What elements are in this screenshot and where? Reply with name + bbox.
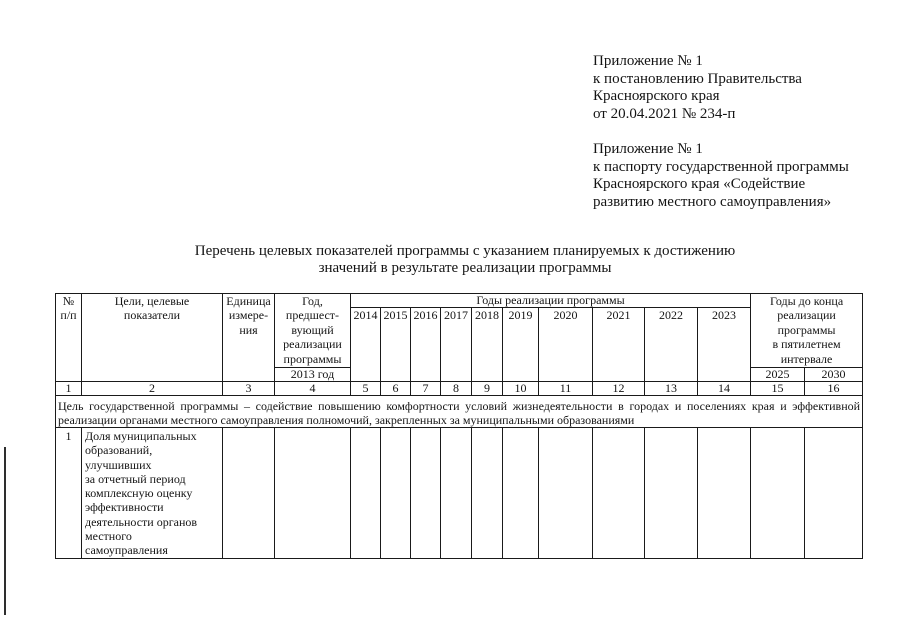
header-year-2022: 2022 bbox=[645, 308, 698, 382]
document-title-line: Перечень целевых показателей программы с указанием планируемых к достижению bbox=[194, 243, 736, 259]
column-number: 14 bbox=[698, 382, 751, 396]
column-number: 16 bbox=[805, 382, 863, 396]
header-base-year-column: Год, предшест- вующий реализации программы bbox=[275, 294, 351, 368]
appendix-passport-note bbox=[593, 141, 849, 211]
column-number: 10 bbox=[503, 382, 539, 396]
header-base-year-value: 2013 год bbox=[275, 368, 351, 382]
column-number: 12 bbox=[593, 382, 645, 396]
column-number: 9 bbox=[472, 382, 503, 396]
header-number-column: № п/п bbox=[56, 294, 82, 382]
row-value-2017-cell bbox=[441, 428, 472, 559]
program-goal-row bbox=[56, 396, 863, 428]
row-value-2019-cell bbox=[503, 428, 539, 559]
column-number: 5 bbox=[351, 382, 381, 396]
header-year-2017: 2017 bbox=[441, 308, 472, 382]
header-five-year-interval: Годы до конца реализации программы в пятилетнем интервале bbox=[751, 294, 863, 368]
row-value-2023-cell bbox=[698, 428, 751, 559]
row-indicator-cell: Доля муниципальных образований, улучшивших за отчетный период комплексную оценку эффективности деятельности органов местного самоуправления bbox=[82, 428, 223, 559]
row-value-2030-cell bbox=[805, 428, 863, 559]
appendix-resolution-line: от 20.04.2021 № 234-п bbox=[593, 105, 736, 122]
appendix-resolution-line: к постановлению Правительства bbox=[593, 70, 802, 87]
row-value-2016-cell bbox=[411, 428, 441, 559]
row-value-2020-cell bbox=[539, 428, 593, 559]
column-number: 1 bbox=[56, 382, 82, 396]
appendix-passport-line: Красноярского края «Содействие bbox=[593, 176, 806, 192]
column-number: 7 bbox=[411, 382, 441, 396]
appendix-passport-line: Приложение № 1 bbox=[593, 141, 703, 157]
column-number: 15 bbox=[751, 382, 805, 396]
appendix-passport-line: развитию местного самоуправления» bbox=[593, 193, 832, 210]
appendix-passport-line: к паспорту государственной программы bbox=[593, 158, 849, 175]
header-year-2030: 2030 bbox=[805, 368, 863, 382]
column-number: 4 bbox=[275, 382, 351, 396]
appendix-resolution-line: Приложение № 1 bbox=[593, 53, 703, 69]
header-year-2025: 2025 bbox=[751, 368, 805, 382]
column-number: 2 bbox=[82, 382, 223, 396]
row-value-2025-cell bbox=[751, 428, 805, 559]
header-indicators-column: Цели, целевые показатели bbox=[82, 294, 223, 382]
header-year-2023: 2023 bbox=[698, 308, 751, 382]
header-implementation-years: Годы реализации программы bbox=[351, 294, 751, 308]
document-title bbox=[165, 243, 765, 277]
header-year-2019: 2019 bbox=[503, 308, 539, 382]
column-number: 13 bbox=[645, 382, 698, 396]
row-value-2018-cell bbox=[472, 428, 503, 559]
appendix-resolution-line: Красноярского края bbox=[593, 88, 720, 104]
program-goal-text: Цель государственной программы – содействие повышению комфортности условий жизнедеятельности в городах и поселениях края и эффективной реализации органами местного самоуправления полномочий, закрепленных за муниципальными образованиями bbox=[56, 396, 863, 428]
scan-edge-line bbox=[4, 447, 6, 615]
column-number: 11 bbox=[539, 382, 593, 396]
header-row-labels bbox=[56, 294, 863, 308]
header-year-2016: 2016 bbox=[411, 308, 441, 382]
header-year-2015: 2015 bbox=[381, 308, 411, 382]
column-numbers-row bbox=[56, 382, 863, 396]
header-year-2021: 2021 bbox=[593, 308, 645, 382]
header-year-2014: 2014 bbox=[351, 308, 381, 382]
header-unit-column: Единица измере- ния bbox=[223, 294, 275, 382]
appendix-resolution-note bbox=[593, 53, 802, 123]
row-unit-cell bbox=[223, 428, 275, 559]
header-year-2020: 2020 bbox=[539, 308, 593, 382]
header-year-2018: 2018 bbox=[472, 308, 503, 382]
target-indicators-table bbox=[55, 293, 863, 559]
row-value-2021-cell bbox=[593, 428, 645, 559]
column-number: 6 bbox=[381, 382, 411, 396]
column-number: 8 bbox=[441, 382, 472, 396]
row-base-year-cell bbox=[275, 428, 351, 559]
document-title-line: значений в результате реализации программы bbox=[318, 260, 612, 276]
row-value-2015-cell bbox=[381, 428, 411, 559]
row-value-2022-cell bbox=[645, 428, 698, 559]
row-number-cell: 1 bbox=[56, 428, 82, 559]
table-row bbox=[56, 428, 863, 559]
row-value-2014-cell bbox=[351, 428, 381, 559]
column-number: 3 bbox=[223, 382, 275, 396]
